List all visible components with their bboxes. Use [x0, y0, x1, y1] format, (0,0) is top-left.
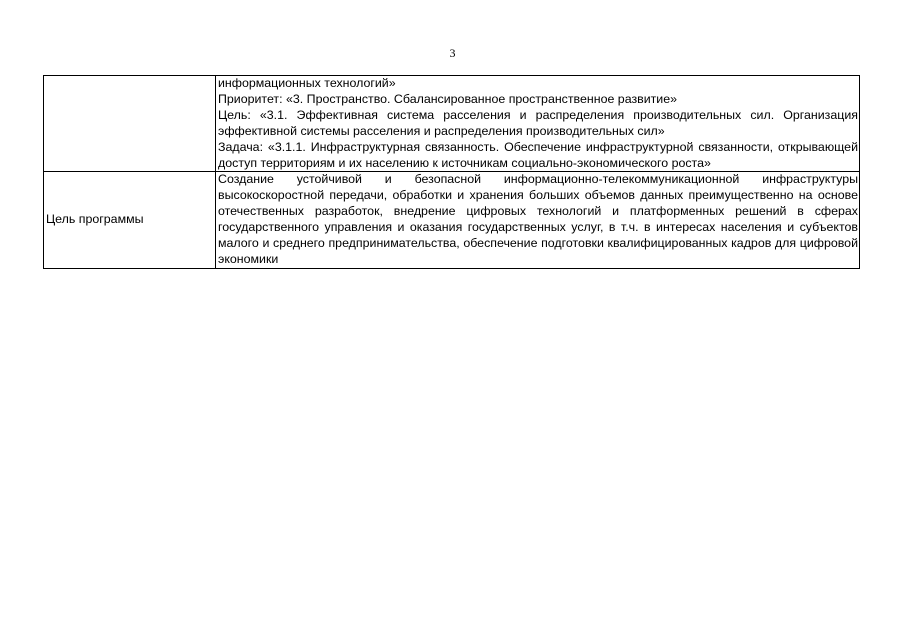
table-row — [44, 172, 860, 268]
program-goal-description: Создание устойчивой и безопасной информационно-телекоммуникационной инфраструктуры высокоскоростной передачи, обработки и хранения больших объемов данных преимущественно на основе отечественных разработок, внедрение цифровых технологий и платформенных решений в сферах государственного управления и оказания государственных услуг, в т.ч. в интересах населения и субъектов малого и среднего предпринимательства, обеспечение подготовки квалифицированных кадров для цифровой экономики — [218, 172, 858, 266]
goal-text: Цель: «3.1. Эффективная система расселения и распределения производительных сил. Организация эффективной системы расселения и распределения производительных сил» — [218, 107, 858, 138]
program-passport-table — [43, 75, 860, 269]
page-number: 3 — [449, 46, 456, 60]
table-row — [44, 76, 860, 172]
continuation-text: информационных технологий» — [218, 76, 396, 90]
task-text: Задача: «3.1.1. Инфраструктурная связанность. Обеспечение инфраструктурной связанности, открывающей доступ территориям и их населению к источникам социально-экономического роста» — [218, 139, 858, 170]
row-label-empty — [44, 76, 216, 172]
priority-text: Приоритет: «3. Пространство. Сбалансированное пространственное развитие» — [218, 91, 678, 106]
program-goal-label: Цель программы — [44, 172, 216, 268]
program-goal-text — [216, 172, 860, 268]
strategy-link-cell — [216, 76, 860, 172]
